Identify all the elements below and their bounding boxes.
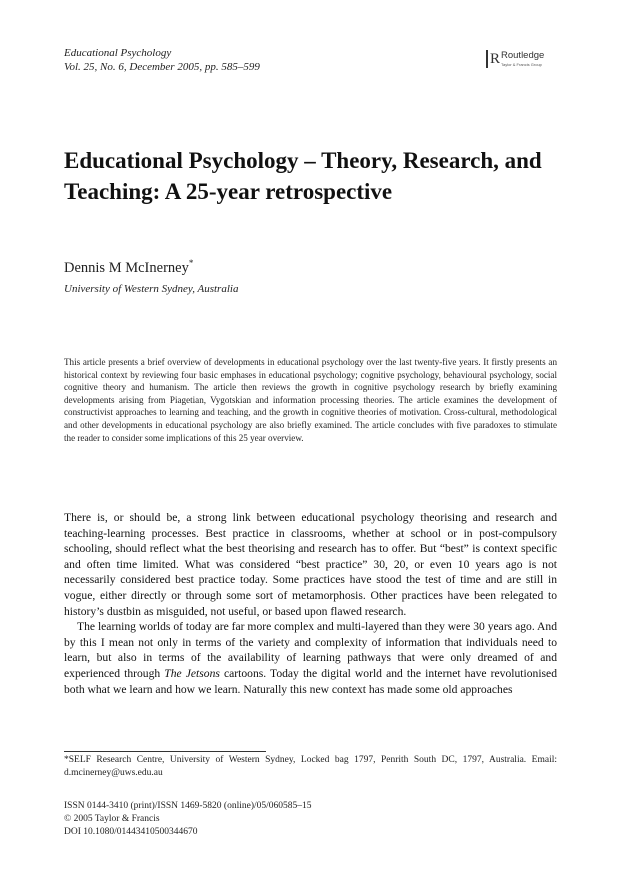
body-paragraph-1: There is, or should be, a strong link between educational psychology theorising and research and teaching-learning processes. Best practice in classrooms, whether at school or in post-compulsory schooling, should reflect what the best theorising and research has to offer. But “best” is context specific and often time limited. What was considered “best practice” 30, 20, or even 10 years ago is not necessarily considered best practice today. Some practices have stood the test of time and are still in vogue, either directly or through some sort of metamorphosis. Other practices have been relegated to history’s dustbin as misguided, not useful, or based upon flawed research. (64, 511, 557, 618)
author-line (64, 258, 193, 277)
publisher-logo (486, 50, 566, 72)
body-text (64, 510, 557, 697)
author-footnote-mark: * (188, 258, 194, 268)
footnote-divider (64, 751, 266, 752)
abstract: This article presents a brief overview of developments in educational psychology over the last twenty-five years. It firstly presents an historical context by reviewing four basic emphases in educational psychology; cognitive psychology, behavioural psychology, social cognitive theory and humanism. The article then reviews the growth in cognitive psychology research by briefly examining developments arising from Piagetian, Vygotskian and information processing theories. The article examines the development of constructivist approaches to learning and teaching, and the growth in cognitive theories of motivation. Cross-cultural, methodological and other developments in educational psychology are also briefly examined. The article concludes with five paradoxes to stimulate the reader to consider some implications of this 25 year overview. (64, 357, 557, 443)
doi-line: DOI 10.1080/01443410500344670 (64, 827, 198, 837)
issn-line: ISSN 0144-3410 (print)/ISSN 1469-5820 (online)/05/060585–15 (64, 801, 312, 811)
show-title: The Jetsons (164, 666, 220, 680)
copyright-line: © 2005 Taylor & Francis (64, 814, 160, 824)
author-affiliation: University of Western Sydney, Australia (64, 283, 239, 295)
publisher-group: Taylor & Francis Group (501, 62, 542, 67)
journal-name: Educational Psychology (64, 47, 172, 59)
body-paragraph-2: The learning worlds of today are far more complex and multi-layered than they were 30 years ago. And by this I mean not only in terms of the variety and complexity of information that individuals need to learn, but also in terms of the availability of learning pathways that were only dreamed of and experienced through The Jetsons cartoons. Today the digital world and the internet have revolutionised both what we learn and how we learn. Naturally this new context has made some old approaches (64, 620, 557, 696)
routledge-logo-icon: R (486, 50, 499, 68)
journal-header (64, 47, 260, 74)
journal-citation: Vol. 25, No. 6, December 2005, pp. 585–599 (64, 60, 260, 73)
footnote: *SELF Research Centre, University of Western Sydney, Locked bag 1797, Penrith South DC, 1797, Australia. Email: d.mcinerney@uws.edu.au (64, 755, 557, 779)
author-name: Dennis M McInerney (64, 259, 189, 276)
article-title: Educational Psychology – Theory, Research, and Teaching: A 25-year retrospective (64, 148, 542, 204)
publisher-name: Routledge (501, 50, 545, 61)
imprint-block (64, 800, 312, 839)
